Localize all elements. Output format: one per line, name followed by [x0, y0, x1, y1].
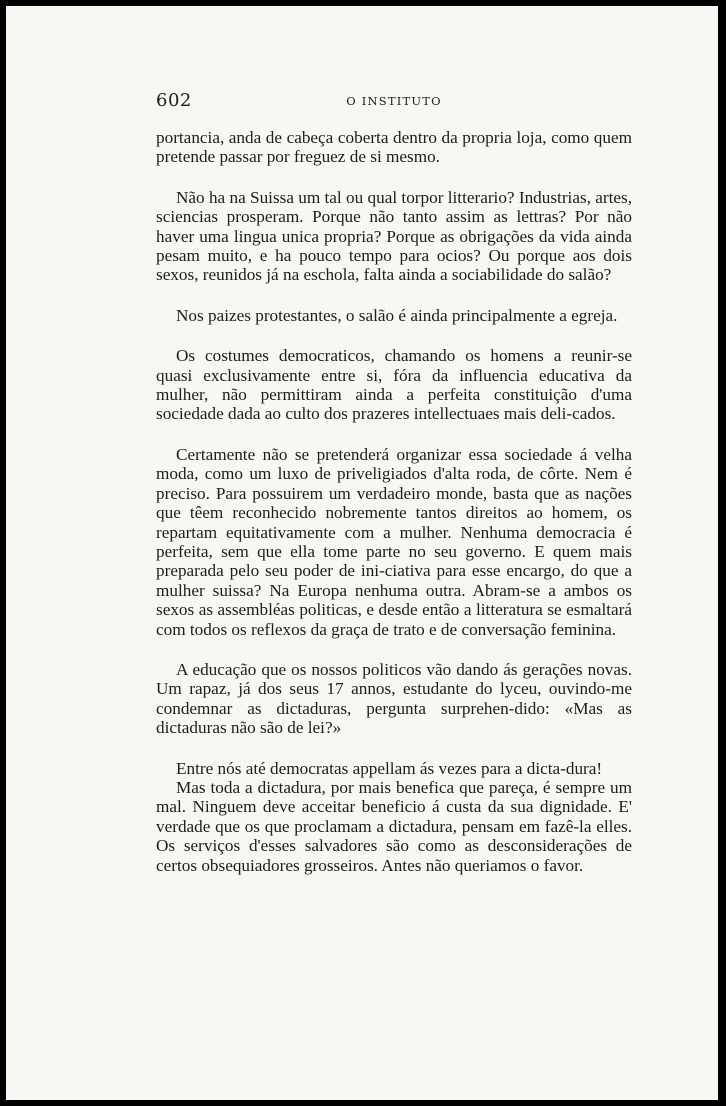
paragraph: Mas toda a dictadura, por mais benefica que pareça, é sempre um mal. Ninguem deve acceitar beneficio á custa da sua dignidade. E' verdade que os que proclamam a dictadura, pensam em fazê-la elles. Os serviços d'esses salvadores são como as desconsiderações de certos obsequiadores grosseiros. Antes não queriamos o favor. [156, 777, 632, 875]
paragraph: Não ha na Suissa um tal ou qual torpor litterario? Industrias, artes, sciencias prosperam. Porque não tanto assim as lettras? Por não haver uma lingua unica propria? Porque as obrigações da vida ainda pesam muito, e ha pouco tempo para ocios? Ou porque aos dois sexos, reunidos já na eschola, falta ainda a sociabilidade do salão? [156, 187, 632, 285]
page-number: 602 [156, 90, 192, 111]
book-page [6, 6, 718, 1100]
paragraph: Entre nós até democratas appellam ás vezes para a dicta-dura! [176, 758, 603, 778]
paragraph: Os costumes democraticos, chamando os homens a reunir-se quasi exclusivamente entre si, fóra da influencia educativa da mulher, não permittiram ainda a perfeita constituição d'uma sociedade dada ao culto dos prazeres intellectuaes mais deli-cados. [156, 346, 632, 424]
page-header [156, 90, 632, 116]
paragraph: portancia, anda de cabeça coberta dentro da propria loja, como quem pretende passar por freguez de si mesmo. [156, 128, 632, 167]
running-title: O INSTITUTO [346, 94, 442, 108]
paragraph: A educação que os nossos politicos vão dando ás gerações novas. Um rapaz, já dos seus 17 annos, estudante do lyceu, ouvindo-me condemnar as dictaduras, pergunta surprehen-dido: «Mas as dictaduras não são de lei?» [156, 659, 632, 738]
paragraph: Certamente não se pretenderá organizar essa sociedade á velha moda, como um luxo de priveligiados d'alta roda, de côrte. Nem é preciso. Para possuirem um verdadeiro monde, basta que as nações que têem reconhecido nobremente tantos direitos ao homem, os repartam equitativamente com a mulher. Nenhuma democracia é perfeita, sem que ella tome parte no seu governo. E quem mais preparada pelo seu poder de ini-ciativa para esse encargo, do que a mulher suissa? Na Europa nenhuma outra. Abram-se a ambos os sexos as assembléas politicas, e desde então a litteratura se esmaltará com todos os reflexos da graça de trato e de conversação feminina. [156, 444, 632, 639]
body-text [156, 128, 632, 896]
paragraph: Nos paizes protestantes, o salão é ainda principalmente a egreja. [176, 305, 618, 325]
